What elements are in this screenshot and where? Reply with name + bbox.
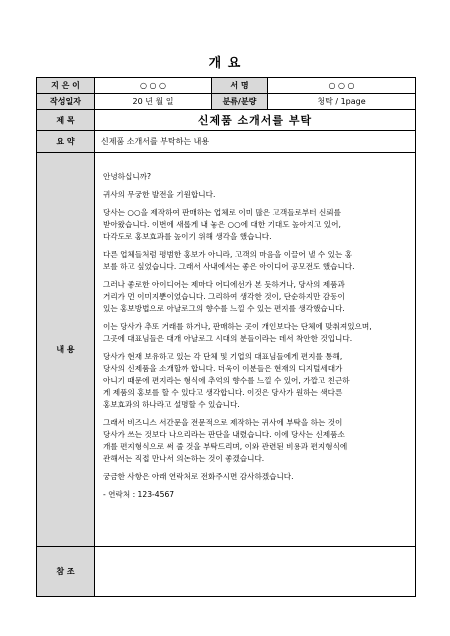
content-body <box>95 153 416 547</box>
content-paragraph: 그래서 비즈니스 서간문을 전문적으로 제작하는 귀사에 부탁을 하는 것이 당사가 쓰는 것보다 나으리라는 판단을 내렸습니다. 이에 당사는 신제품소 개를 편지형식으로 써 줄 것을 부탁드리며, 이와 관련된 비용과 편지형식에 관해서는 직접 만나서 의논하는 것이 좋겠습니다. <box>103 418 348 463</box>
content-paragraph: 귀사의 무궁한 발전을 기원합니다. <box>103 190 216 199</box>
content-paragraph: 이는 당사가 추또 거래를 하거나, 판매하는 곳이 개인보다는 단체에 맞춰져있으며, 그곳에 대표님들은 대개 아날로그 시대의 분들이라는 데서 착안한 것입니다. <box>103 322 372 343</box>
summary-value: 신제품 소개서를 부탁하는 내용 <box>95 131 416 153</box>
subject-label: 제 목 <box>37 110 95 131</box>
content-paragraph: 궁금한 사항은 아래 연락처로 전화주시면 감사하겠습니다. <box>103 472 294 481</box>
subject-row <box>37 110 416 131</box>
reference-row <box>37 547 416 597</box>
category-value: 청탁 / 1page <box>268 94 416 110</box>
signature-value: ○ ○ ○ <box>268 78 416 94</box>
reference-label: 참 조 <box>37 547 95 597</box>
content-paragraph: 당사가 현재 보유하고 있는 각 단체 및 기업의 대표님들에게 편지를 통해, 당사의 신제품을 소개할까 합니다. 더욱이 이분들은 현재의 디지털세대가 아니기 때문에 편지라는 형식에 추억의 향수를 느낄 수 있어, 가깝고 친근하 게 제품의 홍보를 할 수 있다고 생각합니다. 이것은 당사가 원하는 색다른 홍보효과의 하나라고 설명할 수 있습니다. <box>103 352 350 409</box>
date-label: 작성일자 <box>37 94 95 110</box>
content-paragraph: 다른 업체들처럼 평범한 홍보가 아니라, 고객의 마음을 이끌어 낼 수 있는 홍 보를 하고 싶었습니다. 그래서 사내에서는 좋은 아이디어 공모전도 했습니다. <box>103 250 355 271</box>
document-title: 개 요 <box>208 56 242 71</box>
author-value: ○ ○ ○ <box>95 78 212 94</box>
contact-line: - 연락처 : 123-4567 <box>103 490 175 499</box>
summary-label: 요 약 <box>37 131 95 153</box>
content-label: 내 용 <box>37 153 95 547</box>
overview-table <box>36 77 416 597</box>
reference-value <box>95 547 416 597</box>
subject-value: 신제품 소개서를 부탁 <box>95 110 416 131</box>
content-paragraph: 안녕하십니까? <box>103 172 152 181</box>
content-paragraph: 당사는 ○○을 제작하여 판매하는 업체로 이미 많은 고객들로부터 신뢰를 받아왔습니다. 이번에 새롭게 내 놓은 ○○에 대한 기대도 높아지고 있어, 다각도로 홍보효과를 높이기 위해 생각을 했습니다. <box>103 208 341 241</box>
content-paragraph: 그러나 좋로한 아이디어는 제마다 어디에선가 본 듯하거나, 당사의 제품과 거리가 먼 이미지뿐이었습니다. 그리하여 생각한 것이, 단순하지만 감동이 있는 홍보방법으로 아날로그의 향수를 느낄 수 있는 편지를 생각했습니다. <box>103 280 345 313</box>
signature-label: 서 명 <box>212 78 268 94</box>
content-row <box>37 153 416 547</box>
author-label: 지 은 이 <box>37 78 95 94</box>
category-label: 분류/분량 <box>212 94 268 110</box>
date-row <box>37 94 416 110</box>
date-value: 20 년 월 일 <box>95 94 212 110</box>
summary-row <box>37 131 416 153</box>
author-row <box>37 78 416 94</box>
